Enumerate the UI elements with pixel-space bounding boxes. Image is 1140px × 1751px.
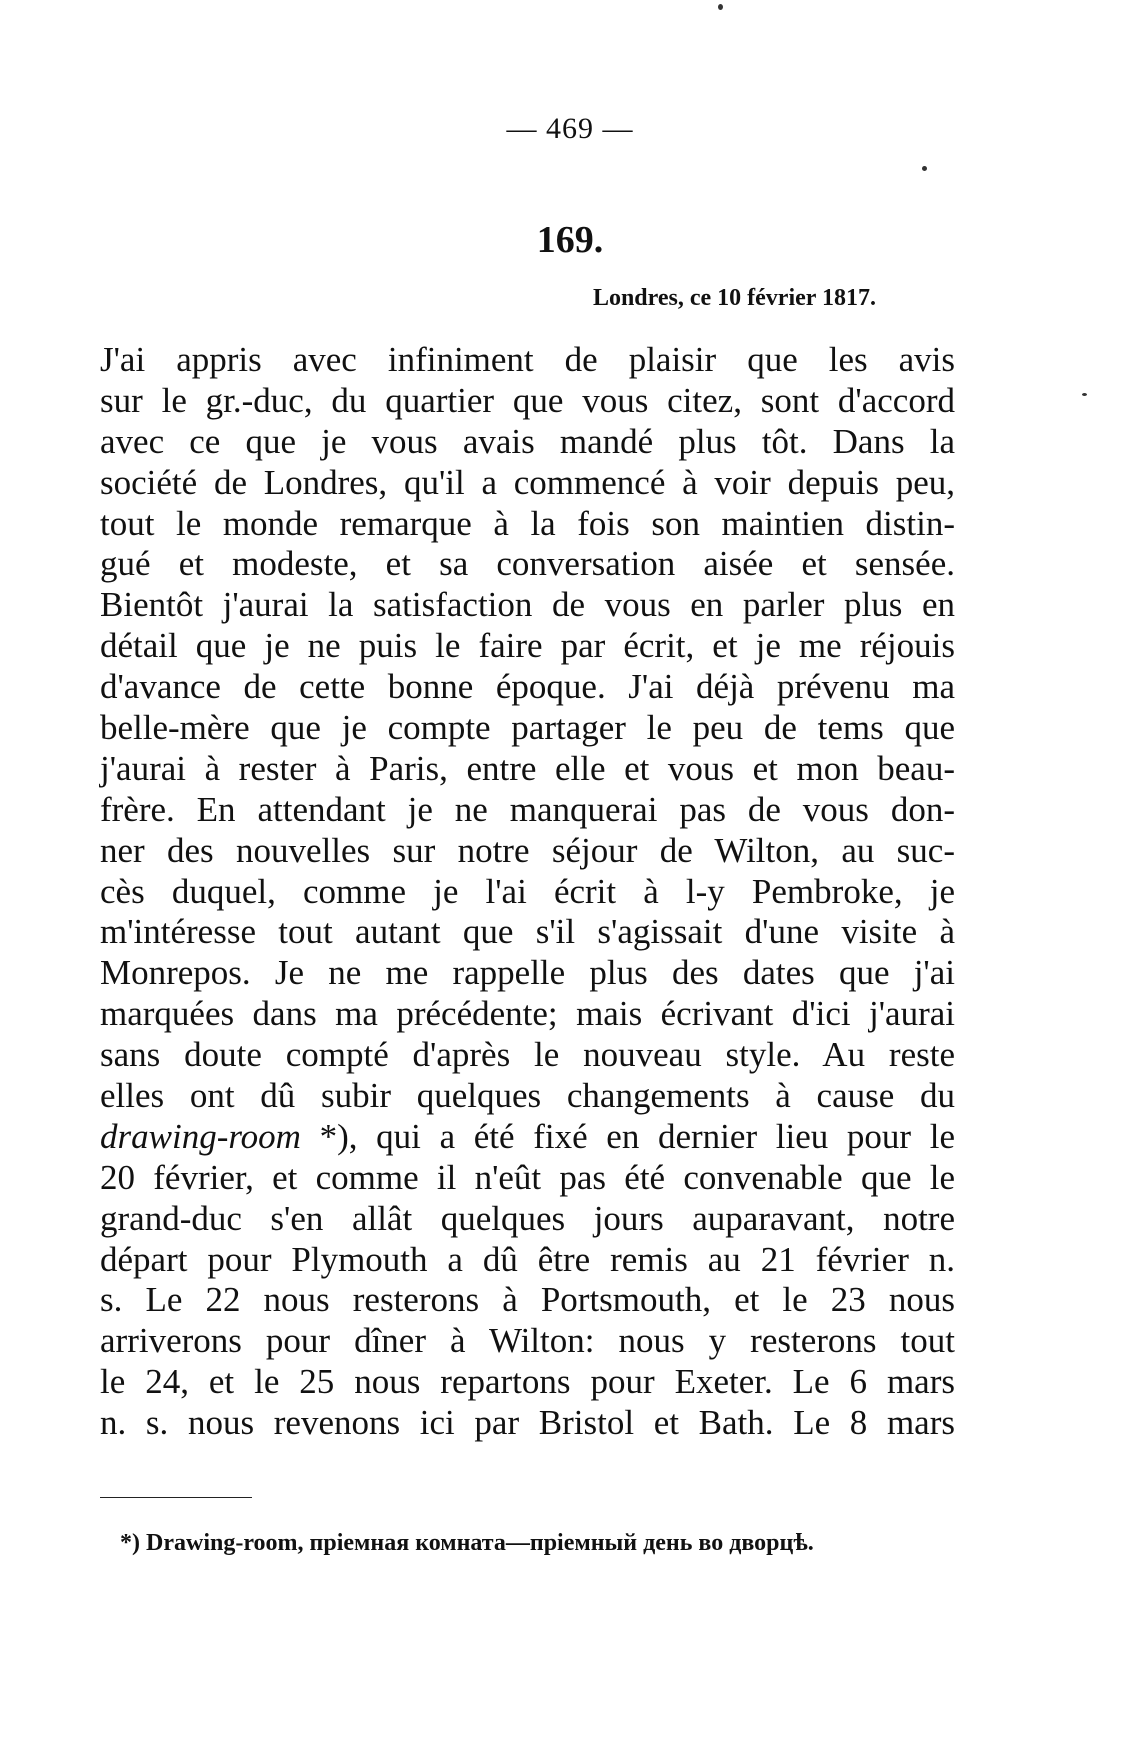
body-line: détail que je ne puis le faire par écrit, et je me réjouis — [100, 626, 955, 666]
body-line: sans doute compté d'après le nouveau style. Au reste — [100, 1035, 955, 1075]
page-number: — 469 — — [506, 112, 634, 145]
body-line: le 24, et le 25 nous repartons pour Exeter. Le 6 mars — [100, 1362, 955, 1402]
body-line-with-italic — [100, 1117, 955, 1158]
body-line: m'intéresse tout autant que s'il s'agissait d'une visite à — [100, 912, 955, 952]
footnote-text: Drawing-room, пріемная комната—пріемный день во дворцѣ. — [146, 1530, 814, 1556]
body-line: J'ai appris avec infiniment de plaisir que les avis — [100, 340, 955, 379]
body-line: grand-duc s'en allât quelques jours auparavant, notre — [100, 1198, 955, 1238]
dateline: Londres, ce 10 février 1817. — [592, 285, 876, 311]
footnote-marker: *) — [120, 1530, 140, 1556]
body-line: s. Le 22 nous resterons à Portsmouth, et le 23 nous — [100, 1280, 955, 1320]
body-line: départ pour Plymouth a dû être remis au 21 février n. — [100, 1239, 955, 1279]
body-line: tout le monde remarque à la fois son maintien distin- — [100, 503, 955, 543]
body-line: 20 février, et comme il n'eût pas été convenable que le — [100, 1157, 955, 1197]
footnote — [120, 1530, 920, 1557]
body-line: cès duquel, comme je l'ai écrit à l-y Pembroke, je — [100, 871, 955, 911]
letter-body — [100, 340, 955, 1444]
body-line-rest: *), qui a été fixé en dernier lieu pour le — [300, 1116, 955, 1156]
scan-speck — [922, 166, 927, 171]
body-line: n. s. nous revenons ici par Bristol et Bath. Le 8 mars — [100, 1403, 955, 1443]
footnote-divider — [100, 1497, 252, 1498]
italic-term: drawing-room — [100, 1116, 301, 1156]
scan-speck — [718, 4, 723, 10]
scan-speck — [1082, 393, 1087, 396]
body-line: gué et modeste, et sa conversation aisée et sensée. — [100, 544, 955, 584]
body-line: avec ce que je vous avais mandé plus tôt. Dans la — [100, 421, 955, 461]
body-line: elles ont dû subir quelques changements à cause du — [100, 1076, 955, 1116]
body-line: société de Londres, qu'il a commencé à voir depuis peu, — [100, 462, 955, 502]
body-line: j'aurai à rester à Paris, entre elle et vous et mon beau- — [100, 748, 955, 788]
body-line: ner des nouvelles sur notre séjour de Wilton, au suc- — [100, 830, 955, 870]
body-line: Monrepos. Je ne me rappelle plus des dates que j'ai — [100, 953, 955, 993]
body-line: sur le gr.-duc, du quartier que vous citez, sont d'accord — [100, 380, 955, 420]
letter-number: 169. — [536, 219, 604, 261]
body-line: arriverons pour dîner à Wilton: nous y resterons tout — [100, 1321, 955, 1361]
body-line: marquées dans ma précédente; mais écrivant d'ici j'aurai — [100, 994, 955, 1034]
body-line: belle-mère que je compte partager le peu de tems que — [100, 708, 955, 748]
body-line: frère. En attendant je ne manquerai pas de vous don- — [100, 789, 955, 829]
body-line: Bientôt j'aurai la satisfaction de vous en parler plus en — [100, 585, 955, 625]
body-line: d'avance de cette bonne époque. J'ai déjà prévenu ma — [100, 667, 955, 707]
